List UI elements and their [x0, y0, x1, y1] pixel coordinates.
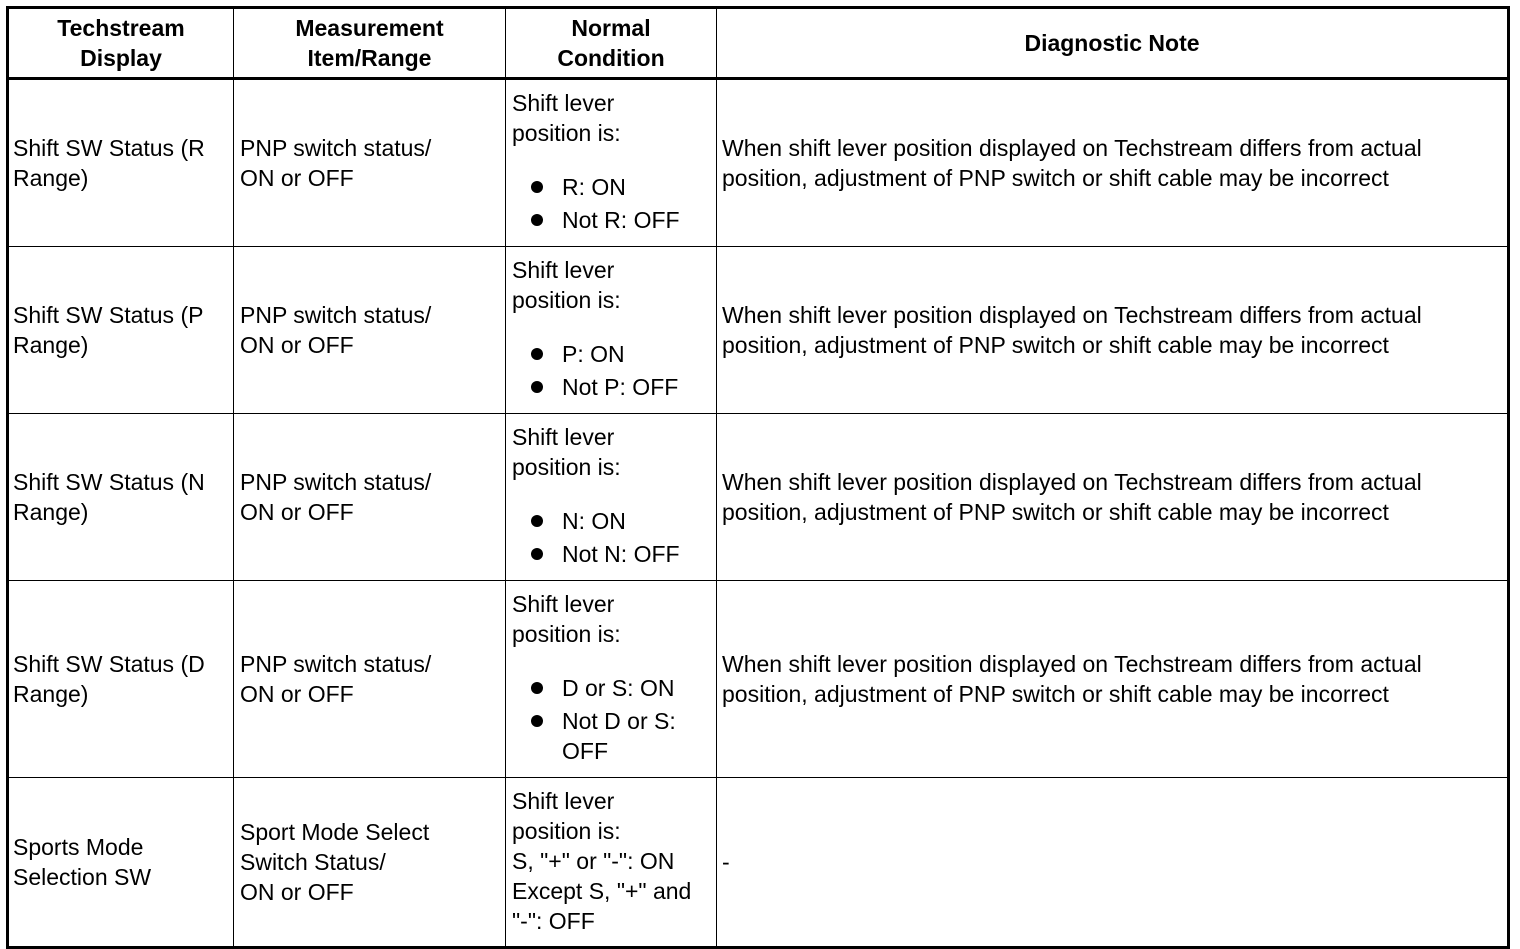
bullet-icon [531, 348, 543, 360]
bullet-icon [531, 381, 543, 393]
diagnostic-note-cell: When shift lever position displayed on Techstream differs from actual position, adjustment of PNP switch or shift cable may be incorrect [717, 247, 1509, 414]
normal-condition-cell [506, 79, 717, 247]
table-row [8, 414, 1509, 581]
techstream-display-cell: Shift SW Status (R Range) [8, 79, 234, 247]
bullet-icon [531, 548, 543, 560]
diagnostic-data-table [6, 6, 1510, 949]
condition-item: Not R: OFF [562, 207, 680, 233]
table-row [8, 581, 1509, 778]
condition-item: D or S: ON [562, 675, 675, 701]
condition-intro: Shift lever position is: [512, 424, 621, 480]
table-row [8, 247, 1509, 414]
header-normal-condition: Normal Condition [506, 8, 717, 79]
bullet-icon [531, 682, 543, 694]
techstream-display-cell: Shift SW Status (N Range) [8, 414, 234, 581]
list-item [512, 706, 712, 766]
diagnostic-note-cell: When shift lever position displayed on Techstream differs from actual position, adjustment of PNP switch or shift cable may be incorrect [717, 414, 1509, 581]
bullet-icon [531, 515, 543, 527]
list-item [512, 205, 712, 235]
condition-list [512, 172, 712, 235]
measurement-cell: PNP switch status/ ON or OFF [234, 247, 506, 414]
header-measurement-item: Measurement Item/Range [234, 8, 506, 79]
bullet-icon [531, 214, 543, 226]
condition-item: N: ON [562, 508, 626, 534]
condition-item: R: ON [562, 174, 626, 200]
condition-intro: Shift lever position is: [512, 90, 621, 146]
list-item [512, 673, 712, 703]
bullet-icon [531, 715, 543, 727]
techstream-display-cell: Shift SW Status (P Range) [8, 247, 234, 414]
diagnostic-note-cell: When shift lever position displayed on Techstream differs from actual position, adjustment of PNP switch or shift cable may be incorrect [717, 581, 1509, 778]
list-item [512, 372, 712, 402]
diagnostic-note-cell: - [717, 778, 1509, 948]
list-item [512, 506, 712, 536]
measurement-cell: PNP switch status/ ON or OFF [234, 581, 506, 778]
diagnostic-note-cell: When shift lever position displayed on Techstream differs from actual position, adjustment of PNP switch or shift cable may be incorrect [717, 79, 1509, 247]
header-diagnostic-note: Diagnostic Note [717, 8, 1509, 79]
list-item [512, 172, 712, 202]
header-techstream-display: Techstream Display [8, 8, 234, 79]
table-row [8, 79, 1509, 247]
techstream-display-cell: Sports Mode Selection SW [8, 778, 234, 948]
condition-item: P: ON [562, 341, 625, 367]
condition-list [512, 506, 712, 569]
measurement-cell: Sport Mode Select Switch Status/ ON or OFF [234, 778, 506, 948]
condition-item: Not D or S: OFF [562, 708, 676, 764]
normal-condition-cell [506, 414, 717, 581]
condition-intro: Shift lever position is: [512, 591, 621, 647]
condition-intro: Shift lever position is: [512, 257, 621, 313]
condition-item: Not P: OFF [562, 374, 679, 400]
list-item [512, 339, 712, 369]
table-row [8, 778, 1509, 948]
normal-condition-cell [506, 247, 717, 414]
measurement-cell: PNP switch status/ ON or OFF [234, 414, 506, 581]
bullet-icon [531, 181, 543, 193]
condition-item: Not N: OFF [562, 541, 680, 567]
condition-list [512, 673, 712, 766]
measurement-cell: PNP switch status/ ON or OFF [234, 79, 506, 247]
list-item [512, 539, 712, 569]
normal-condition-cell [506, 581, 717, 778]
condition-list [512, 339, 712, 402]
normal-condition-cell: Shift lever position is: S, "+" or "-": ON Except S, "+" and "-": OFF [506, 778, 717, 948]
techstream-display-cell: Shift SW Status (D Range) [8, 581, 234, 778]
table-header-row [8, 8, 1509, 79]
